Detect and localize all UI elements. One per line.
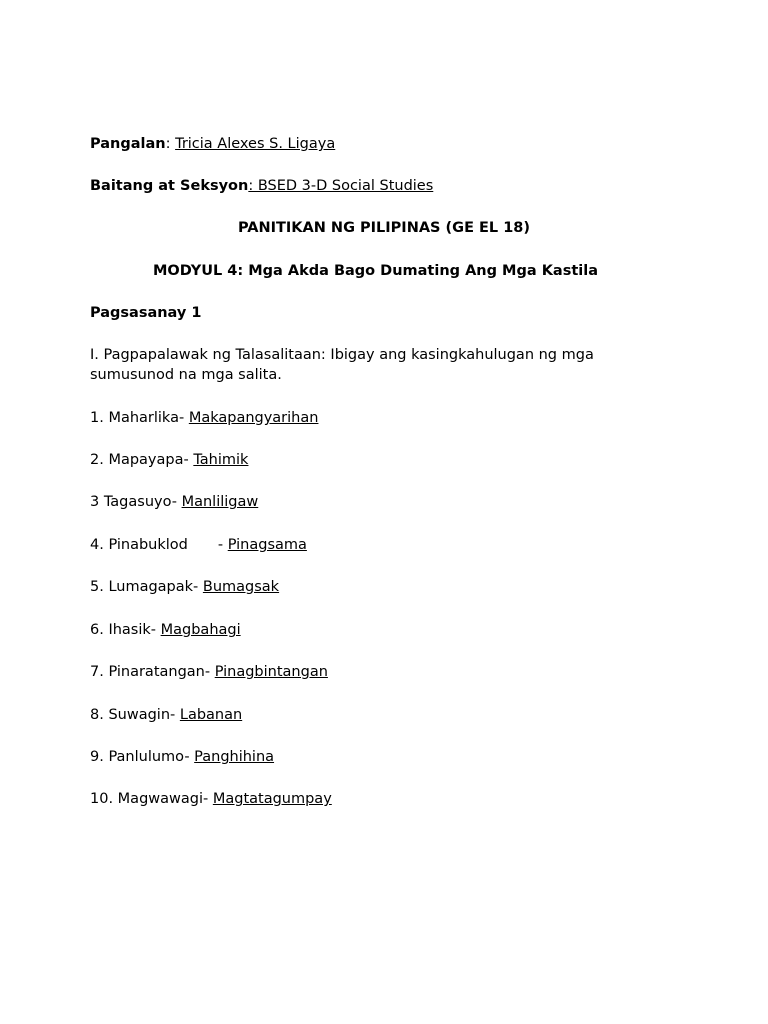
list-item — [90, 620, 241, 640]
item-answer: Labanan — [179, 707, 243, 723]
item-term: 8. Suwagin- — [90, 707, 180, 723]
section-value: : BSED 3-D Social Studies — [248, 178, 434, 194]
section-label: Baitang at Seksyon — [90, 178, 249, 194]
item-term: 1. Maharlika- — [90, 410, 189, 426]
list-item — [90, 747, 274, 767]
name-line — [90, 134, 335, 154]
item-term: 10. Magwawagi- — [90, 791, 213, 807]
name-separator: : — [165, 136, 176, 152]
list-item — [90, 535, 307, 555]
item-answer: Tahimik — [193, 452, 249, 468]
item-answer: Pinagsama — [227, 537, 307, 553]
item-answer: Magbahagi — [160, 622, 241, 638]
item-answer: Magtatagumpay — [212, 791, 332, 807]
course-title: PANITIKAN NG PILIPINAS (GE EL 18) — [237, 220, 531, 236]
name-value: Tricia Alexes S. Ligaya — [175, 136, 336, 152]
item-term: 9. Panlulumo- — [90, 749, 195, 765]
name-label: Pangalan — [90, 136, 166, 152]
item-term: 6. Ihasik- — [90, 622, 161, 638]
item-answer: Manliligaw — [181, 494, 259, 510]
item-term: 4. Pinabuklod — [90, 537, 188, 553]
list-item — [90, 789, 332, 809]
list-item — [90, 705, 242, 725]
exercise-heading: Pagsasanay 1 — [90, 305, 202, 321]
module-title: MODYUL 4: Mga Akda Bago Dumating Ang Mga Kastila — [153, 263, 599, 279]
instructions-paragraph: I. Pagpapalawak ng Talasalitaan: Ibigay ang kasingkahulugan ng mga sumusunod na mga salita. — [90, 347, 594, 383]
list-item — [90, 577, 279, 597]
item-answer: Makapangyarihan — [188, 410, 319, 426]
list-item — [90, 662, 328, 682]
item-dash: - — [217, 537, 228, 553]
document-page — [90, 0, 690, 1024]
section-line — [90, 176, 433, 196]
list-item — [90, 492, 258, 512]
list-item — [90, 450, 248, 470]
item-answer: Bumagsak — [202, 579, 280, 595]
item-term: 7. Pinaratangan- — [90, 664, 215, 680]
item-term: 2. Mapayapa- — [90, 452, 194, 468]
item-term: 3 Tagasuyo- — [90, 494, 182, 510]
item-term: 5. Lumagapak- — [90, 579, 203, 595]
item-answer: Panghihina — [194, 749, 275, 765]
item-answer: Pinagbintangan — [214, 664, 328, 680]
list-item — [90, 408, 318, 428]
